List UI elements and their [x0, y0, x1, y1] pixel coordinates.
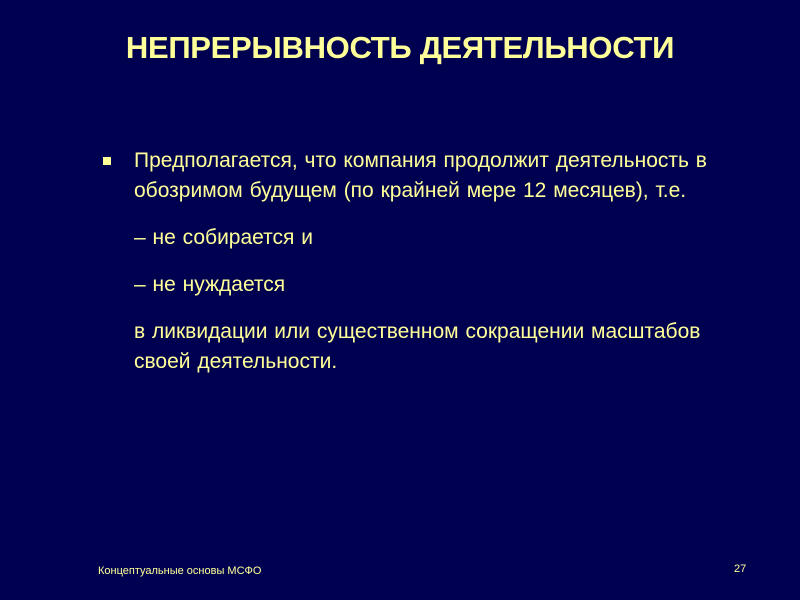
page-number: 27 [734, 563, 747, 575]
footer-text: Концептуальные основы МСФО [98, 565, 262, 577]
slide-title: НЕПРЕРЫВНОСТЬ ДЕЯТЕЛЬНОСТИ [125, 30, 675, 65]
body-paragraph-conclusion: в ликвидации или существенном сокращении масштабов своей деятельности. [134, 320, 701, 373]
body-paragraph-main: Предполагается, что компания продолжит деятельность в обозримом будущем (по крайней мере 12 месяцев), т.е. [134, 149, 707, 202]
body-paragraph-not-planning: – не собирается и [134, 226, 313, 249]
square-bullet-icon [103, 157, 111, 165]
slide-body [134, 146, 734, 377]
body-paragraph-not-needing: – не нуждается [134, 273, 286, 296]
